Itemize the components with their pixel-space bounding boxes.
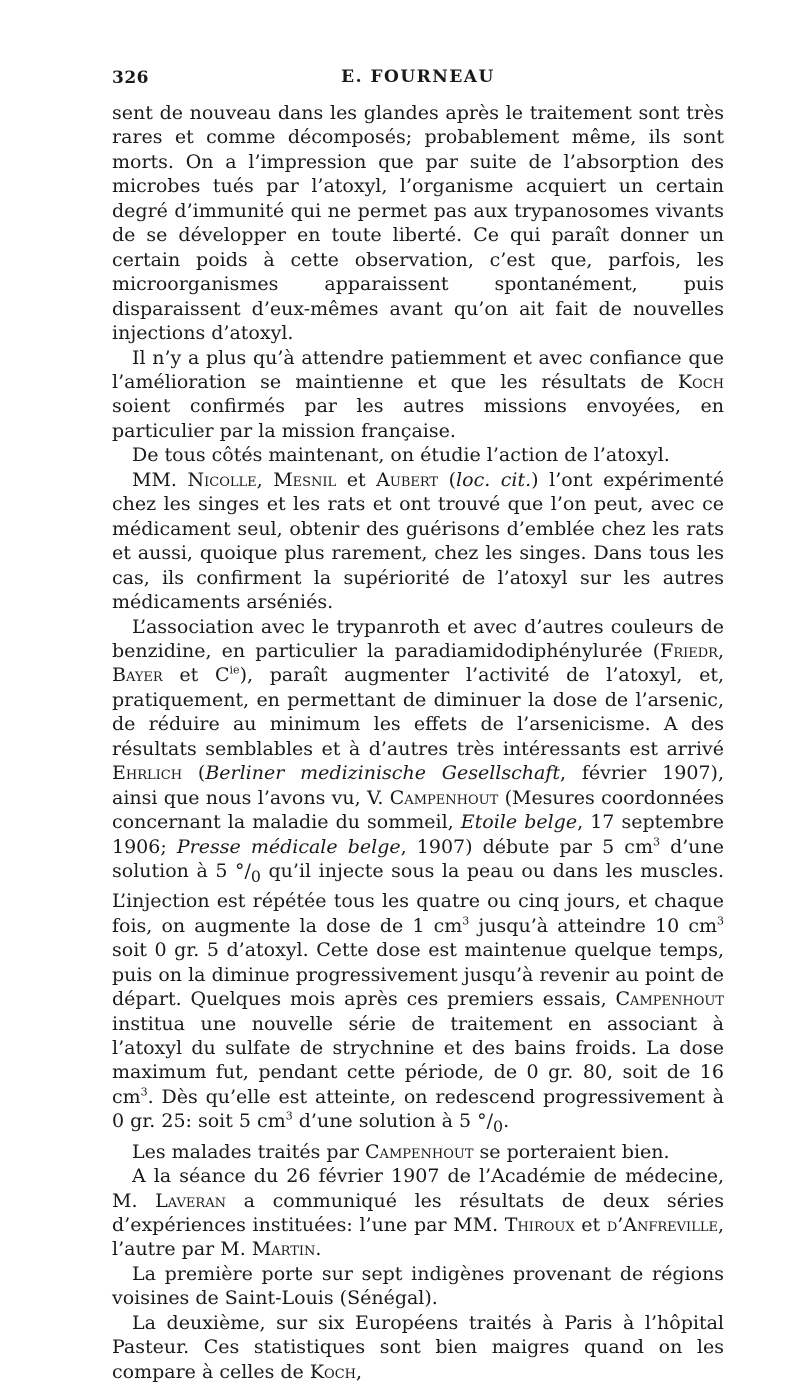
author-name: Ehrlich [112,762,183,785]
text-run: soient confirmés par les autres missions envoyées, en particulier par la mission française. [112,395,724,442]
author-name: Campenhout [365,1140,474,1163]
author-name: Aubert [376,468,439,491]
text-run: , l’autre par M. [112,1213,724,1261]
text-run: . [503,1110,510,1133]
author-name: Campenhout [389,786,499,809]
text-run: De tous côtés maintenant, on étudie l’action de l’atoxyl. [132,444,670,467]
author-name: Laveran [155,1189,226,1212]
text-run: jusqu’à atteindre 10 cm [469,914,717,937]
text-run: 3 [652,835,660,849]
text-run: , février 1907), ainsi que nous l’avons vu, V. [112,762,725,809]
paragraph-p4 [112,468,724,615]
text-run: ) l’ont expérimenté chez les singes et les rats et ont trouvé que l’on peut, avec ce médicament seul, obtenir des guérisons d’emblée chez les rats et aussi, quoique plus rarement, chez les singes. Dans tous les cas, ils confirment la supériorité de l’atoxyl sur les autres médicaments arséniés. [112,468,724,614]
author-name: Nicolle [187,468,257,491]
citation-title: loc. cit. [456,468,532,491]
text-run: qu’il injecte sous la peau ou dans les muscles. L’injection est répétée tous les quatre ou cinq jours, et chaque fois, on augmente la dose de 1 cm [112,860,725,937]
author-name: d’Anfreville [606,1213,718,1236]
text-run: , [717,639,724,662]
text-run: . [315,1238,322,1261]
page-number: 326 [112,68,149,88]
text-run: a communiqué les résultats de deux séries d’expériences instituées: l’une par MM. [112,1189,724,1236]
paragraph-p1 [112,101,724,346]
text-run: d’une solution à 5 °/ [112,835,724,883]
text-run: L’association avec le trypanroth et avec d’autres couleurs de benzidine, en particulier la paradiamidodiphénylurée ( [112,615,724,662]
citation-title: Etoile belge [460,811,578,834]
paragraph-p3 [112,443,724,467]
text-run: , 1907) débute par 5 cm [400,835,653,858]
text-run: d’une solution à 5 °/ [292,1110,494,1133]
text-run: MM. [132,468,188,491]
text-run: soit 0 gr. 5 d’atoxyl. Cette dose est maintenue quelque temps, puis on la diminue progressivement jusqu’à revenir au point de départ. Quelques mois après ces premiers essais, [112,939,724,1011]
text-run: A la séance du 26 février 1907 de l’Académie de médecine, M. [112,1165,724,1212]
paragraph-p9 [112,1311,724,1384]
paragraph-p2 [112,346,724,444]
text-run: se porteraient bien. [473,1140,670,1163]
paragraph-p5 [112,615,724,1140]
text-run: 0 [250,866,261,886]
text-run: ( [182,762,206,785]
body-text [112,101,724,1384]
text-run: 3 [285,1110,293,1124]
author-name: Koch [677,370,724,393]
page-header [112,62,724,92]
text-run: et [336,468,377,491]
author-name: Koch [309,1360,356,1383]
text-run: . Dès qu’elle est atteinte, on redescend progressivement à 0 gr. 25: soit 5 cm [112,1085,724,1133]
author-name: Bayer [112,664,163,687]
paragraph-p6 [112,1140,724,1164]
text-run: 3 [462,914,470,928]
text-run: La première porte sur sept indigènes provenant de régions voisines de Saint-Louis (Sénégal). [112,1262,724,1310]
text-run: Les malades traités par [132,1140,366,1163]
paragraph-p8 [112,1262,724,1311]
text-run: ie [229,664,240,678]
text-run: ( [438,468,457,491]
text-run: , [256,468,274,491]
citation-title: Presse médicale belge [176,835,401,858]
text-run: Il n’y a plus qu’à attendre patiemment et avec confiance que l’amélioration se maintienne et que les résultats de [112,346,724,393]
text-run: 0 [493,1117,504,1137]
paragraph-p7 [112,1164,724,1262]
author-name: Mesnil [273,468,337,491]
author-name: Campenhout [615,988,724,1011]
author-name: Thiroux [504,1213,575,1236]
text-run: institua une nouvelle série de traitement en associant à l’atoxyl du sulfate de strychnine et des bains froids. La dose maximum fut, pendant cette période, de 0 gr. 80, soit de 16 cm [112,1012,724,1108]
author-name: Martin [251,1238,316,1261]
text-run: (Mesures coordonnées concernant la maladie du sommeil, [112,786,724,834]
text-run: La deuxième, sur six Européens traités à Paris à l’hôpital Pasteur. Ces statistiques sont bien maigres quand on les compare à celles de [112,1311,724,1383]
text-run: 3 [140,1085,148,1099]
text-run: sent de nouveau dans les glandes après le traitement sont très rares et comme décomposés; probablement même, ils sont morts. On a l’impression que par suite de l’absorption des microbes tués par l’atoxyl, l’organisme acquiert un certain degré d’immunité qui ne permet pas aux trypanosomes vivants de se développer en toute liberté. Ce qui paraît donner un certain poids à cette observation, c’est que, parfois, les microorganismes apparaissent spontanément, puis disparaissent d’eux-mêmes avant qu’on ait fait de nouvelles injections d’atoxyl. [112,102,724,345]
text-run: , [355,1360,363,1383]
running-head: E. FOURNEAU [341,67,495,87]
citation-title: Berliner medizinische Gesellschaft [205,762,560,785]
text-run: et [574,1213,607,1236]
text-run: , 17 septembre 1906; [112,811,724,858]
text-run: et C [162,664,230,687]
author-name: Friedr [660,639,718,662]
text-run: 3 [716,914,724,928]
text-run: ), paraît augmenter l’activité de l’atoxyl, et, pratiquement, en permettant de diminuer la dose de l’arsenic, de réduire au minimum les effets de l’arsenicisme. A des résultats semblables et à d’autres très intéressants est arrivé [112,664,724,760]
